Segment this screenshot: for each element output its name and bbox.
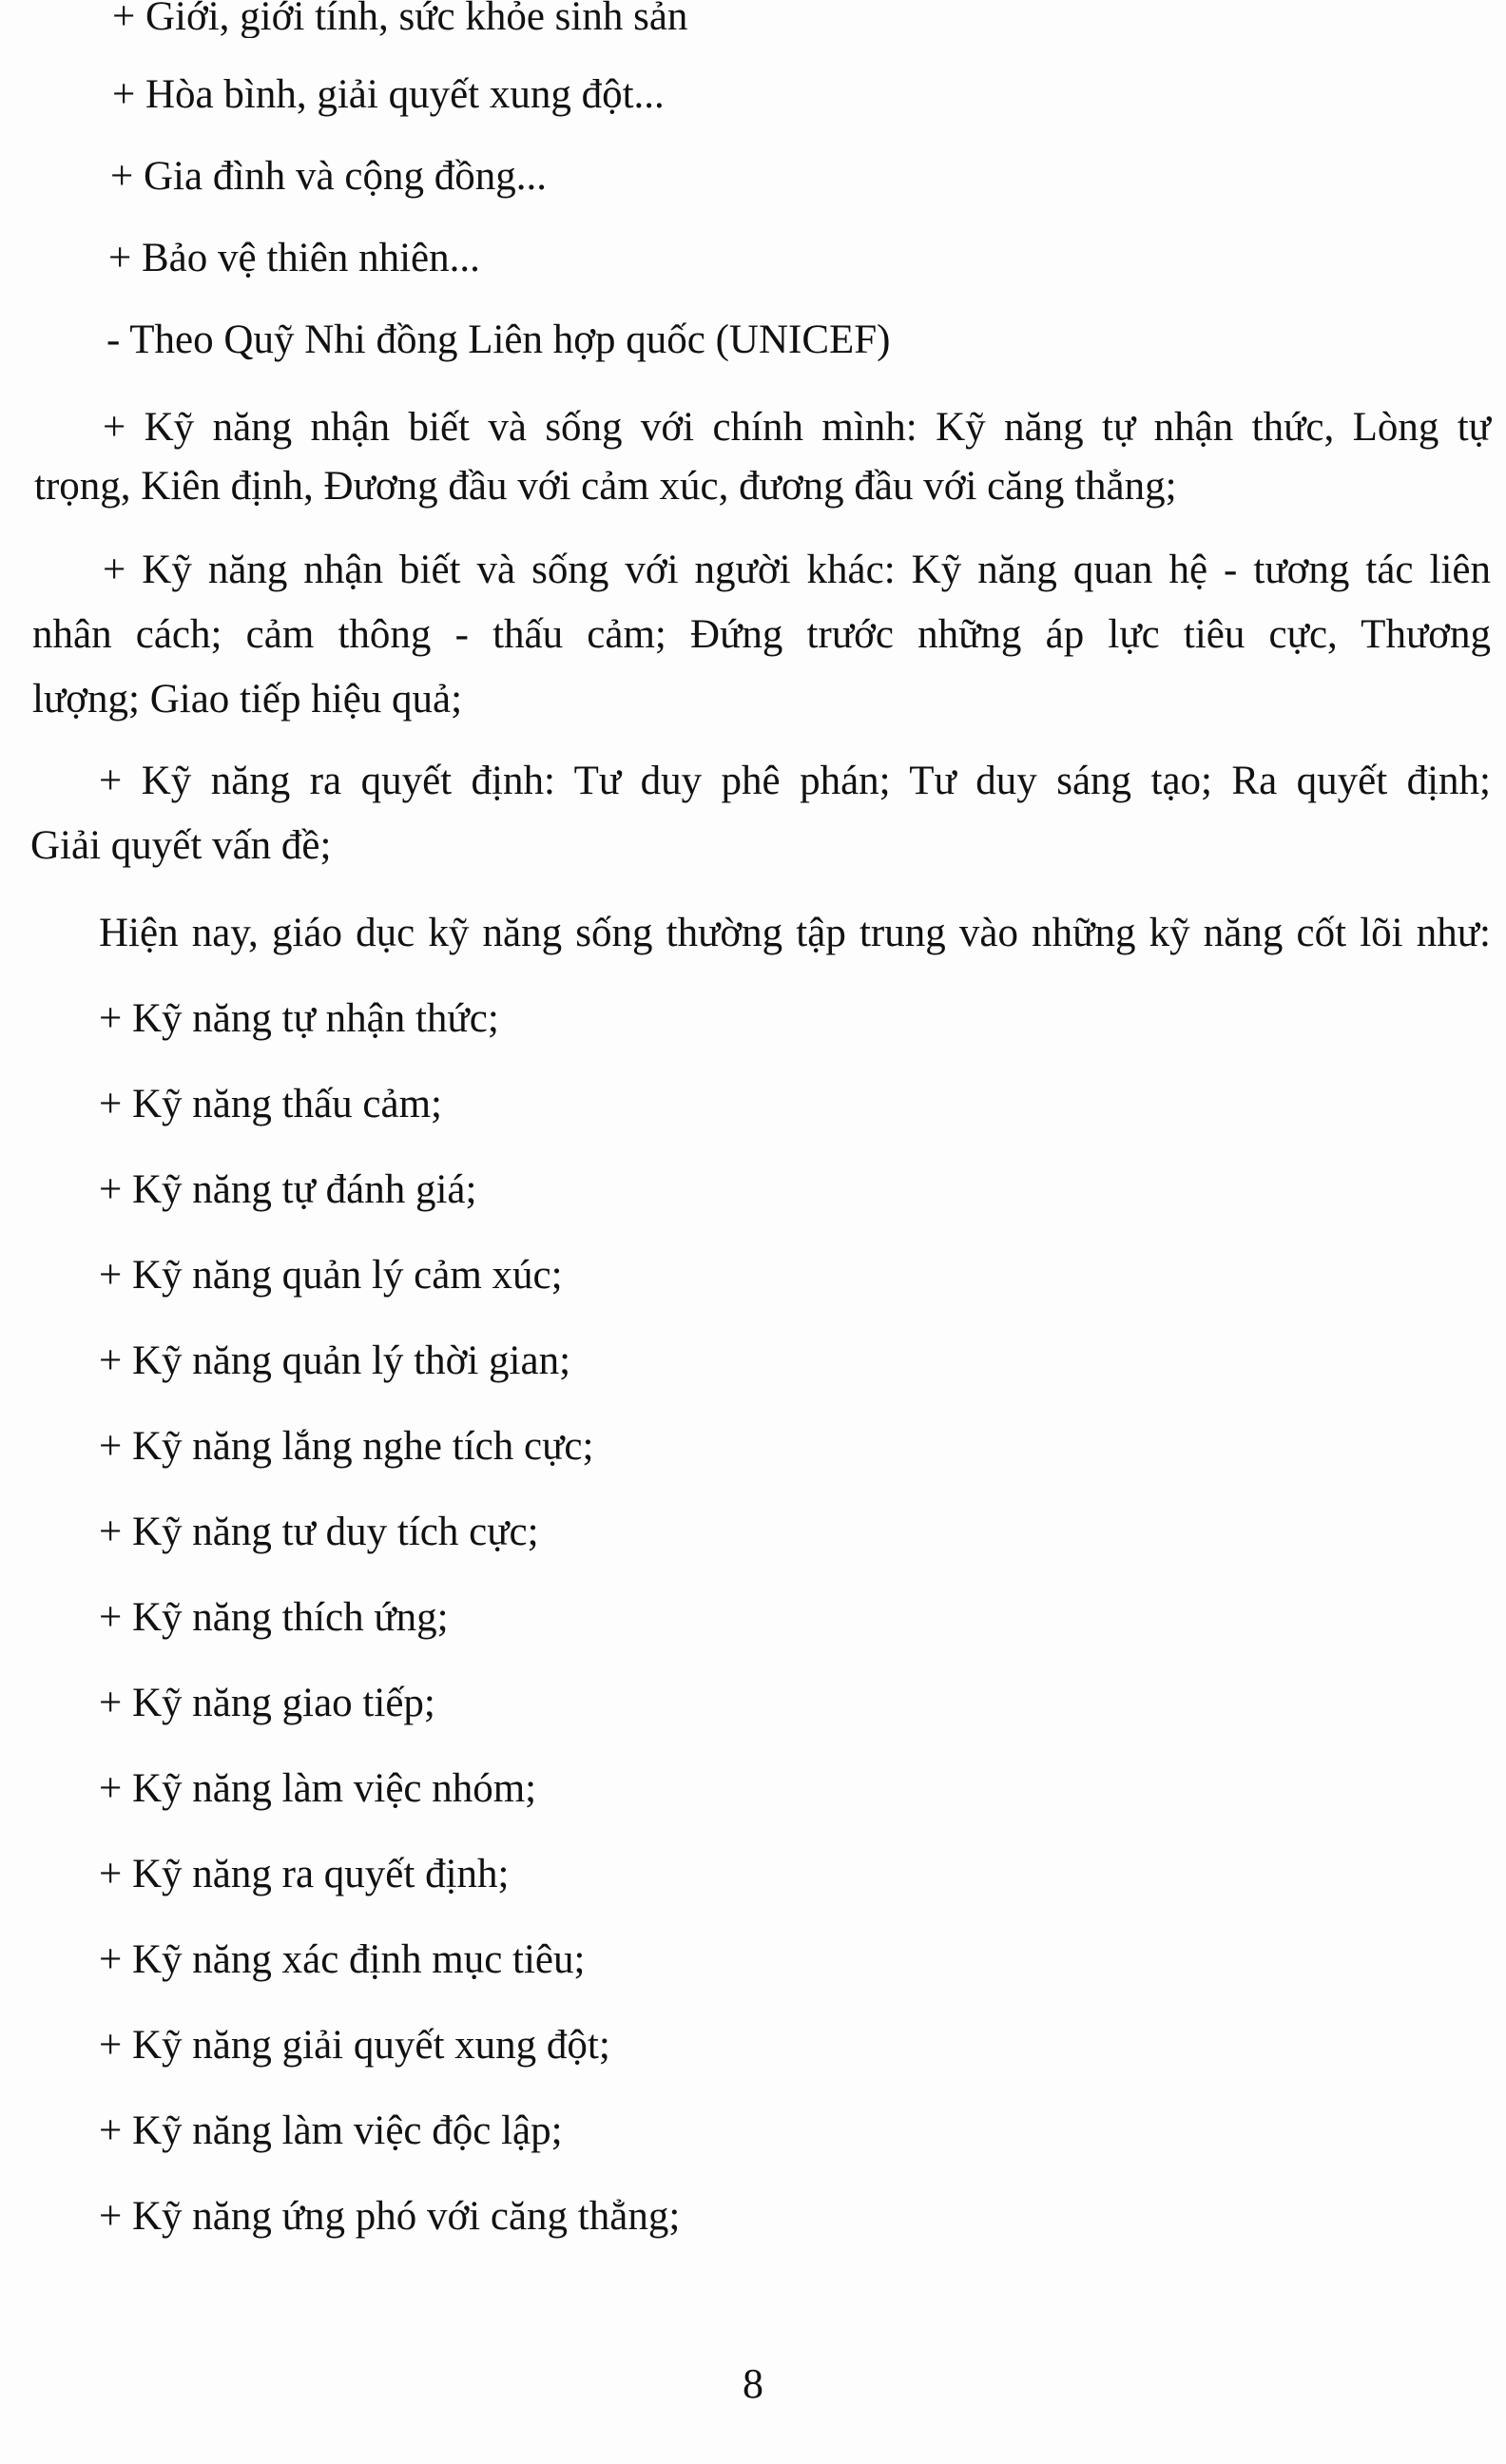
- core-skill-item: + Kỹ năng thấu cảm;: [99, 1082, 442, 1126]
- topic-item-1: + Giới, giới tính, sức khỏe sinh sản: [112, 0, 688, 38]
- core-skill-item: + Kỹ năng quản lý cảm xúc;: [99, 1253, 563, 1298]
- core-skill-item: + Kỹ năng tự đánh giá;: [99, 1167, 477, 1212]
- unicef-item-1-line-1: + Kỹ năng nhận biết và sống với chính mình: Kỹ năng tự nhận thức, Lòng tự: [103, 405, 1491, 450]
- unicef-item-2-line-1: + Kỹ năng nhận biết và sống với người khác: Kỹ năng quan hệ - tương tác liên: [103, 548, 1491, 592]
- unicef-item-2-line-3: lượng; Giao tiếp hiệu quả;: [32, 677, 463, 722]
- core-skill-item: + Kỹ năng tự nhận thức;: [99, 996, 499, 1041]
- core-skill-item: + Kỹ năng xác định mục tiêu;: [99, 1937, 586, 1982]
- core-skill-item: + Kỹ năng thích ứng;: [99, 1595, 449, 1640]
- page-number: 8: [743, 2360, 763, 2407]
- core-skill-item: + Kỹ năng quản lý thời gian;: [99, 1338, 571, 1383]
- topic-item-2: + Hòa bình, giải quyết xung đột...: [112, 72, 665, 117]
- cut-off-top-line: [0, 0, 1506, 38]
- core-skills-intro: Hiện nay, giáo dục kỹ năng sống thường tập trung vào những kỹ năng cốt lõi như:: [99, 911, 1491, 955]
- unicef-heading: - Theo Quỹ Nhi đồng Liên hợp quốc (UNICEF): [106, 318, 891, 362]
- unicef-item-1-line-2: trọng, Kiên định, Đương đầu với cảm xúc, đương đầu với căng thẳng;: [34, 464, 1177, 509]
- topic-item-4: + Bảo vệ thiên nhiên...: [108, 236, 480, 280]
- unicef-item-3-line-1: + Kỹ năng ra quyết định: Tư duy phê phán; Tư duy sáng tạo; Ra quyết định;: [99, 759, 1491, 803]
- core-skill-item: + Kỹ năng tư duy tích cực;: [99, 1510, 539, 1554]
- core-skill-item: + Kỹ năng giao tiếp;: [99, 1681, 435, 1725]
- core-skill-item: + Kỹ năng giải quyết xung đột;: [99, 2023, 610, 2068]
- core-skill-item: + Kỹ năng lắng nghe tích cực;: [99, 1424, 594, 1469]
- topic-item-3: + Gia đình và cộng đồng...: [110, 154, 547, 199]
- core-skill-item: + Kỹ năng làm việc độc lập;: [99, 2108, 563, 2153]
- unicef-item-2-line-2: nhân cách; cảm thông - thấu cảm; Đứng trước những áp lực tiêu cực, Thương: [32, 612, 1491, 657]
- unicef-item-3-line-2: Giải quyết vấn đề;: [30, 823, 332, 868]
- core-skill-item: + Kỹ năng làm việc nhóm;: [99, 1766, 537, 1811]
- core-skill-item: + Kỹ năng ứng phó với căng thẳng;: [99, 2194, 681, 2239]
- core-skill-item: + Kỹ năng ra quyết định;: [99, 1852, 510, 1896]
